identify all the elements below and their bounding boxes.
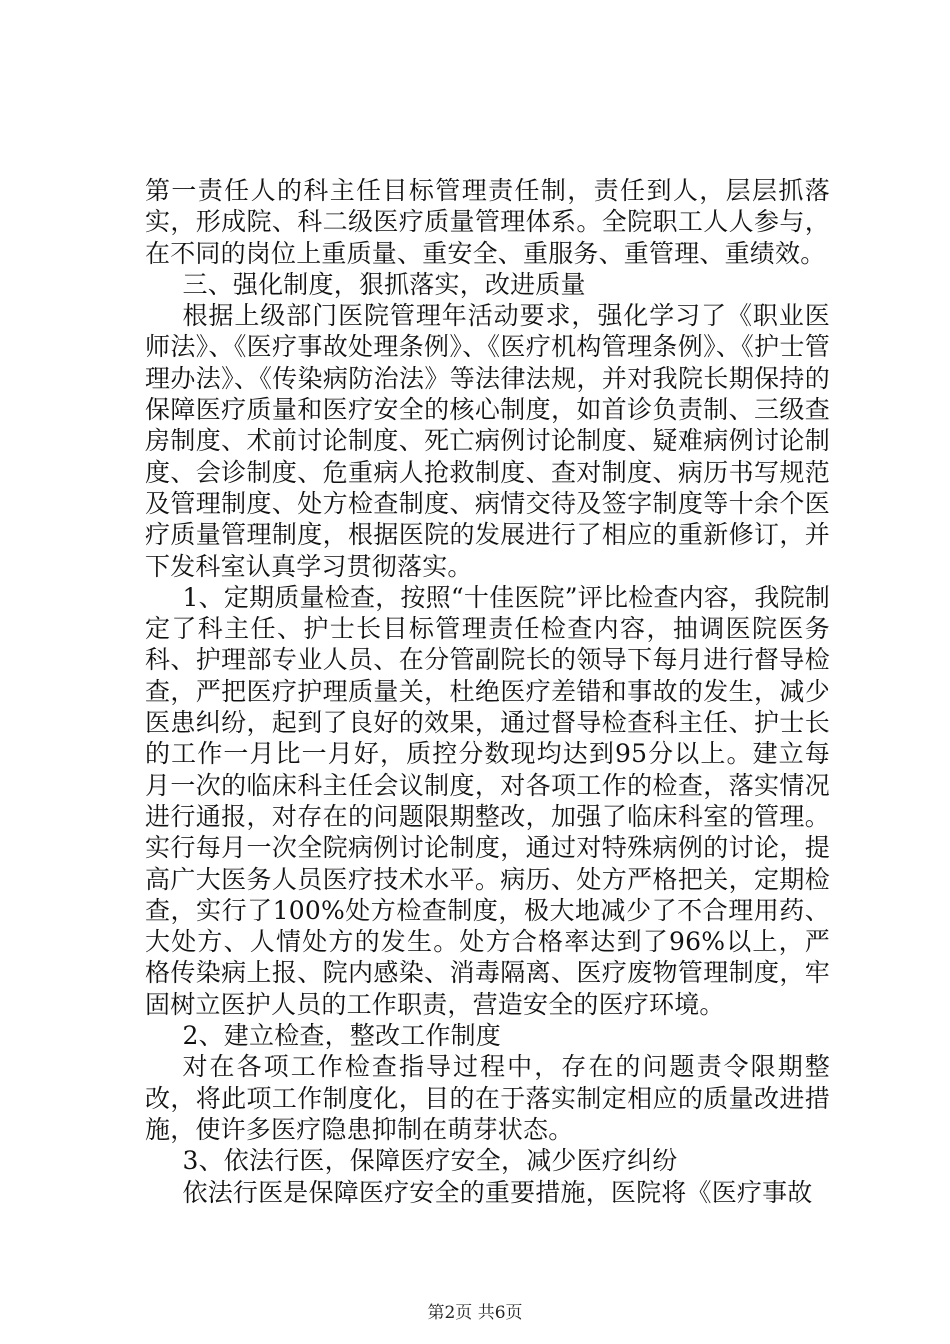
paragraph-lawful-practice: 依法行医是保障医疗安全的重要措施，医院将《医疗事故 [182,1177,813,1207]
paragraph-quality-inspection: 1、定期质量检查，按照“十佳医院”评比检查内容，我院制定了科主任、护士长目标管理责任检查内容，抽调医院医务科、护理部专业人员、在分管副院长的领导下每月进行督导检查，严把医疗护理质量关，杜绝医疗差错和事故的发生，减少医患纠纷，起到了良好的效果，通过督导检查科主任、护士长的工作一月比一月好，质控分数现均达到95分以上。建立每月一次的临床科主任会议制度，对各项工作的检查，落实情况进行通报，对存在的问题限期整改，加强了临床科室的管理。实行每月一次全院病例讨论制度，通过对特殊病例的讨论，提高广大医务人员医疗技术水平。病历、处方严格把关，定期检查，实行了100%处方检查制度，极大地减少了不合理用药、大处方、人情处方的发生。处方合格率达到了96%以上，严格传染病上报、院内感染、消毒隔离、医疗废物管理制度，牢固树立医护人员的工作职责，营造安全的医疗环境。 [145,582,830,1019]
paragraph-continuation: 第一责任人的科主任目标管理责任制，责任到人，层层抓落实，形成院、科二级医疗质量管理体系。全院职工人人参与，在不同的岗位上重质量、重安全、重服务、重管理、重绩效。 [145,176,830,268]
section-heading-3: 三、强化制度，狠抓落实，改进质量 [182,269,586,299]
subheading-3: 3、依法行医，保障医疗安全，减少医疗纠纷 [182,1146,678,1176]
document-body [145,175,830,1208]
paragraph-rectification: 对在各项工作检查指导过程中，存在的问题责令限期整改，将此项工作制度化，目的在于落实制定相应的质量改进措施，使许多医疗隐患抑制在萌芽状态。 [145,1052,830,1144]
subheading-2: 2、建立检查，整改工作制度 [182,1021,502,1051]
page-footer: 第2页 共6页 [427,1303,523,1323]
paragraph-regulations: 根据上级部门医院管理年活动要求，强化学习了《职业医师法》、《医疗事故处理条例》、《医疗机构管理条例》、《护士管理办法》、《传染病防治法》等法律法规，并对我院长期保持的保障医疗质量和医疗安全的核心制度，如首诊负责制、三级查房制度、术前讨论制度、死亡病例讨论制度、疑难病例讨论制度、会诊制度、危重病人抢救制度、查对制度、病历书写规范及管理制度、处方检查制度、病情交待及签字制度等十余个医疗质量管理制度，根据医院的发展进行了相应的重新修订，并下发科室认真学习贯彻落实。 [145,301,830,581]
